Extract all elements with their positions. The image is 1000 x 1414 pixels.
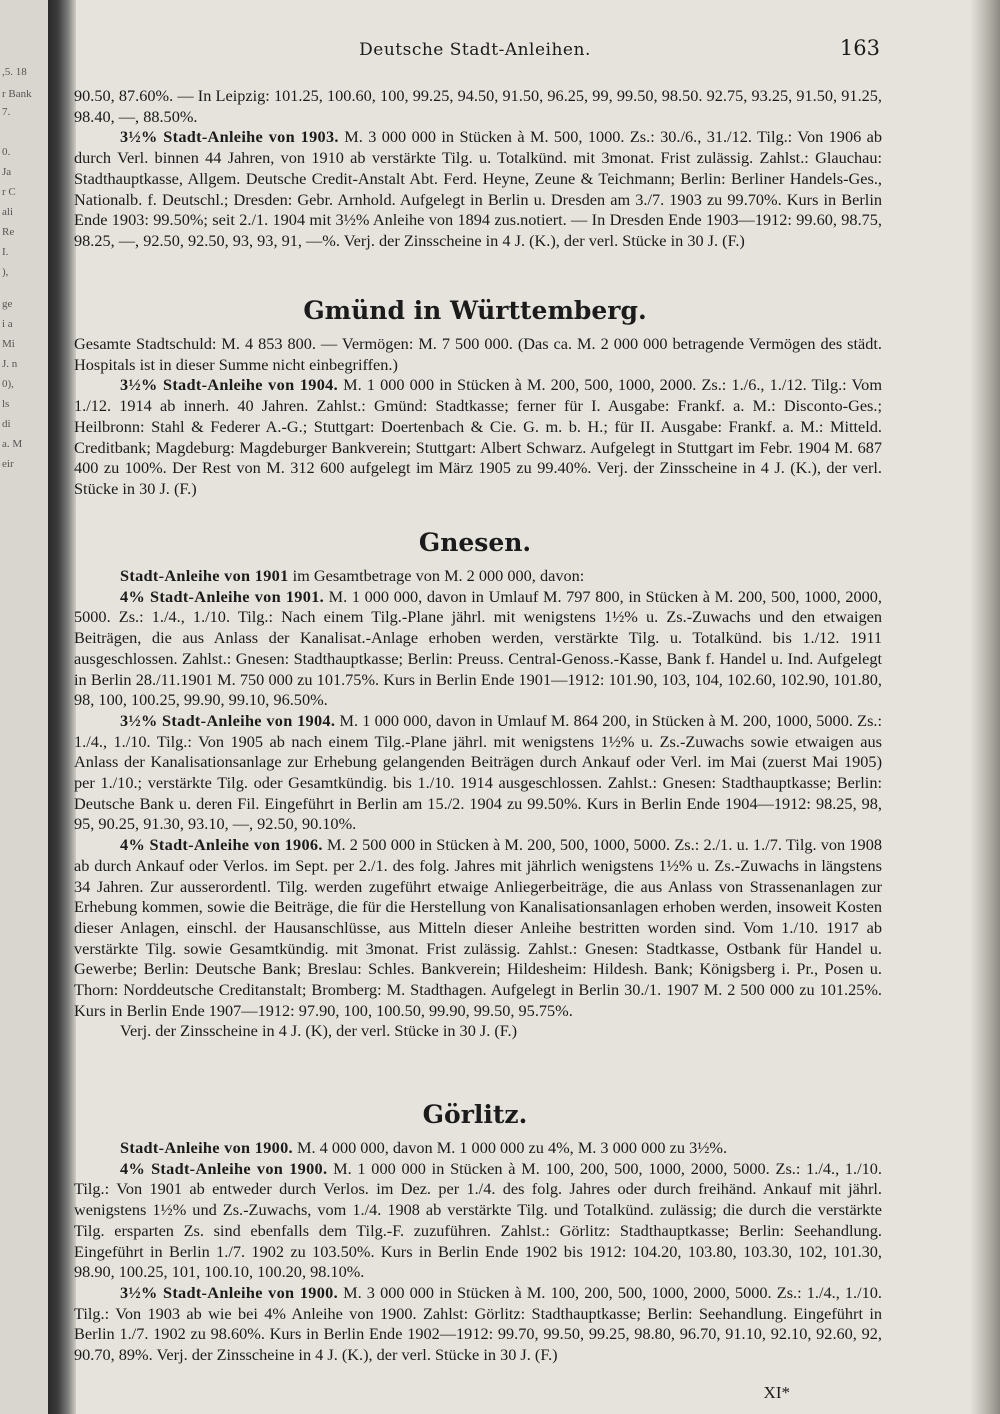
bond-text: M. 1 000 000 in Stücken à M. 200, 500, 1000, 2000. Zs.: 1./6., 1./12. Tilg.: Vom 1./12. 1914 ab innerh. 40 Jahren. Zahlst.: Gmünd: Stadtkasse; ferner für I. Ausgabe: Frankf. a. M.: Disconto-Ges.; Heilbronn: Stahl & Federer A.-G.; Stuttgart: Doertenbach & Cie. G. m. b. H.; für II. Ausgabe: Frankf. a. M.: Mitteld. Creditbank; Magdeburg: Magdeburger Bankverein; Stuttgart: Albert Schwarz. Aufgelegt in Stuttgart im Febr. 1904 M. 687 400 zu 100%. Der Rest von M. 312 600 aufgelegt im März 1905 zu 99.40%. Verj. der Zinsscheine in 4 J. (K.), der verl. Stücke in 30 J. (F.) bbox=[74, 375, 882, 498]
bond-lead: Stadt-Anleihe von 1900. bbox=[120, 1138, 293, 1157]
gmuend-section bbox=[60, 296, 890, 500]
bond-text: M. 1 000 000, davon in Umlauf M. 797 800, in Stücken à M. 200, 500, 1000, 2000, 5000. Zs.: 1./4., 1./10. Tilg.: Nach einem Tilg.-Plane jährl. mit wenigstens 1½% u. Zs.-Zuwachs und den etwaigen Beiträgen, die aus Anlass der Kanalisat.-Anlage erhoben werden, verstärkte Tilg. u. Totalkünd. bis 1./12. 1911 ausgeschlossen. Zahlst.: Gnesen: Stadthauptkasse; Berlin: Preuss. Central-Genoss.-Kasse, Bank f. Handel u. Ind. Aufgelegt in Berlin 28./11.1901 M. 750 000 zu 101.75%. Kurs in Berlin Ende 1901—1912: 101.90, 103, 104, 102.60, 102.90, 101.80, 98, 100, 100.25, 99.90, 99.10, 96.50%. bbox=[74, 586, 882, 710]
bond-text: im Gesamtbetrage von M. 2 000 000, davon: bbox=[292, 566, 585, 585]
bond-lead: 4% Stadt-Anleihe von 1906. bbox=[120, 835, 323, 855]
bond-lead: 4% Stadt-Anleihe von 1900. bbox=[120, 1158, 328, 1178]
gnesen-section bbox=[60, 528, 890, 1042]
bond-paragraph bbox=[60, 1159, 890, 1283]
margin-fragment: 7. bbox=[2, 106, 11, 118]
margin-fragment: r C bbox=[2, 186, 16, 198]
margin-fragment: a. M bbox=[2, 438, 23, 450]
page-number: 163 bbox=[839, 36, 880, 60]
margin-fragment: J. n bbox=[2, 358, 18, 370]
running-head bbox=[60, 36, 890, 64]
page-edge-shadow bbox=[970, 0, 1000, 1414]
bond-paragraph bbox=[60, 127, 890, 251]
bond-text: M. 1 000 000, davon in Umlauf M. 864 200, in Stücken à M. 200, 1000, 5000. Zs.: 1./4., 1./10. Tilg.: Von 1905 ab nach einem Tilg.-Plane jährl. mit wenigstens 1½% u. Zs.-Zuwachs sowie etwaigen aus Anlass der Kanalisationsanlage zur Erhebung gelangenden Beiträgen durch Ankauf oder Verl. im Mai (zuerst Mai 1905) per 1./10.; verstärkte Tilg. oder Gesamtkündig. bis 1./10. 1914 ausgeschlossen. Zahlst.: Gnesen: Stadthauptkasse; Berlin: Deutsche Bank u. deren Fil. Eingeführt in Berlin am 15./2. 1904 zu 99.50%. Kurs in Berlin Ende 1904—1912: 98.25, 98, 95, 90.25, 91.30, 93.10, —, 92.50, 90.10%. bbox=[74, 710, 883, 834]
bond-lead: 3½% Stadt-Anleihe von 1900. bbox=[120, 1282, 338, 1302]
margin-fragment: ge bbox=[2, 298, 13, 310]
section-heading: Gnesen. bbox=[418, 528, 532, 557]
section-heading: Görlitz. bbox=[422, 1100, 528, 1129]
margin-fragment: 0. bbox=[2, 146, 11, 158]
closing-line: Verj. der Zinsscheine in 4 J. (K), der verl. Stücke in 30 J. (F.) bbox=[120, 1021, 518, 1041]
margin-fragment: Ja bbox=[2, 166, 12, 178]
signature-mark: XI* bbox=[763, 1383, 790, 1402]
margin-fragment: i a bbox=[2, 318, 13, 330]
continuation-section bbox=[60, 86, 890, 252]
margin-fragment: ls bbox=[2, 398, 10, 410]
intro-paragraph bbox=[60, 1138, 890, 1159]
intro-paragraph bbox=[60, 566, 890, 587]
bond-lead: 4% Stadt-Anleihe von 1901. bbox=[120, 586, 325, 606]
margin-fragment: ,5. 18 bbox=[2, 66, 27, 78]
bond-paragraph bbox=[60, 375, 890, 499]
bond-lead: 3½% Stadt-Anleihe von 1903. bbox=[120, 127, 339, 147]
continuation-paragraph: 90.50, 87.60%. — In Leipzig: 101.25, 100.60, 100, 99.25, 94.50, 91.50, 96.25, 99, 99.50, 98.50. 92.75, 93.25, 91.50, 91.25, 98.40, —, 88.50%. bbox=[74, 86, 882, 126]
margin-fragment: Mi bbox=[2, 338, 15, 350]
bond-paragraph bbox=[60, 711, 890, 835]
margin-fragment: Re bbox=[2, 226, 15, 238]
bond-lead: 3½% Stadt-Anleihe von 1904. bbox=[120, 710, 336, 730]
bond-text: M. 1 000 000 in Stücken à M. 100, 200, 500, 1000, 2000, 5000. Zs.: 1./4., 1./10. Tilg.: Von 1901 ab entweder durch Verlos. im Dez. per 1./4. des folg. Jahres oder durch freihänd. Ankauf mit jährl. wenigstens 1½% und Zs.-Zuwachs, vom 1./4. 1908 ab verstärkte Tilg. und Totalkünd. zulässig; die durch die verstärkte Tilg. ersparten Zs. sind ebenfalls dem Tilg.-F. zuzuführen. Zahlst.: Görlitz: Stadthauptkasse; Berlin: Seehandlung. Eingeführt in Berlin 1./7. 1902 zu 103.50%. Kurs in Berlin Ende 1902 bis 1912: 104.20, 103.80, 103.30, 102, 101.30, 98.90, 100.25, 101, 100.10, 100.20, 98.10%. bbox=[74, 1158, 882, 1282]
running-title: Deutsche Stadt-Anleihen. bbox=[359, 40, 591, 60]
bond-text: M. 2 500 000 in Stücken à M. 200, 500, 1000, 5000. Zs.: 2./1. u. 1./7. Tilg. von 1908 ab durch Ankauf oder Verlos. im Sept. per 2./1. des folg. Jahres mit jährlich wenigstens 1½% u. Zs.-Zuwachs in längstens 34 Jahren. Zur ausserordentl. Tilg. werden zugeführt etwaige Anliegerbeiträge, die aus Anlass von Strassenanlagen zur Erhebung kommen, sowie die Beiträge, die für die Herstellung von Kanalisationsanlagen erhoben werden, insoweit Kosten dieser Anlagen, einschl. der Hausanschlüsse, aus Mitteln dieser Anleihe bestritten worden sind. Vom 1./10. 1917 ab verstärkte Tilg. sowie Gesamtkündig. mit 3monat. Frist zulässig. Zahlst.: Gnesen: Stadtkasse, Ostbank für Handel u. Gewerbe; Berlin: Deutsche Bank; Breslau: Schles. Bankverein; Hildesheim: Hildesh. Bank; Königsberg i. Pr., Posen u. Thorn: Norddeutsche Creditanstalt; Bromberg: M. Stadthagen. Aufgelegt in Berlin 30./1. 1907 M. 2 500 000 zu 101.25%. Kurs in Berlin Ende 1907—1912: 97.90, 100, 100.50, 99.90, 99.50, 95.75%. bbox=[74, 835, 882, 1020]
left-margin-strip bbox=[0, 0, 48, 1414]
goerlitz-section bbox=[60, 1100, 890, 1366]
bond-text: M. 3 000 000 in Stücken à M. 500, 1000. Zs.: 30./6., 31./12. Tilg.: Von 1906 ab durch Verl. binnen 44 Jahren, von 1910 ab verstärkte Tilg. u. Totalkünd. mit 3monat. Frist zulässig. Zahlst.: Glauchau: Stadthauptkasse, Allgem. Deutsche Credit-Anstalt Abt. Ferd. Heyne, Zeune & Teichmann; Berlin: Berliner Handels-Ges., Nationalb. f. Deutschl.; Dresden: Gebr. Arnhold. Aufgelegt in Berlin u. Dresden am 3./7. 1903 zu 99.70%. Kurs in Berlin Ende 1903: 99.50%; seit 2./1. 1904 mit 3½% Anleihe von 1894 zus.notiert. — In Dresden Ende 1903—1912: 99.60, 98.75, 98.25, —, 92.50, 92.50, 93, 93, 91, —%. Verj. der Zinsscheine in 4 J. (K.), der verl. Stücke in 30 J. (F.) bbox=[74, 127, 882, 250]
margin-fragment: r Bank bbox=[2, 88, 32, 100]
section-heading: Gmünd in Württemberg. bbox=[303, 296, 647, 325]
book-page bbox=[60, 0, 890, 1414]
intro-paragraph: Gesamte Stadtschuld: M. 4 853 800. — Vermögen: M. 7 500 000. (Das ca. M. 2 000 000 betragende Vermögen des städt. Hospitals ist in dieser Summe nicht einbegriffen.) bbox=[74, 334, 882, 374]
bond-paragraph bbox=[60, 1283, 890, 1366]
margin-fragment: 0), bbox=[2, 378, 14, 390]
margin-fragment: eir bbox=[2, 458, 14, 470]
bond-text: M. 4 000 000, davon M. 1 000 000 zu 4%, M. 3 000 000 zu 3½%. bbox=[296, 1138, 728, 1157]
bond-lead: 3½% Stadt-Anleihe von 1904. bbox=[120, 375, 338, 395]
bond-paragraph bbox=[60, 835, 890, 1021]
margin-fragment: ali bbox=[2, 206, 13, 218]
bond-text: M. 3 000 000 in Stücken à M. 100, 200, 500, 1000, 2000, 5000. Zs.: 1./4., 1./10. Tilg.: Von 1903 ab wie bei 4% Anleihe von 1900. Zahlst: Görlitz: Stadthauptkasse; Berlin: Seehandlung. Eingeführt in Berlin 1./7. 1902 zu 98.60%. Kurs in Berlin Ende 1902—1912: 99.70, 99.50, 99.25, 98.80, 96.70, 91.10, 92.10, 92.60, 92, 90.70, 89%. Verj. der Zinsscheine in 4 J. (K.), der verl. Stücke in 30 J. (F.) bbox=[74, 1282, 882, 1365]
bond-paragraph bbox=[60, 587, 890, 711]
margin-fragment: ), bbox=[2, 266, 9, 278]
margin-fragment: di bbox=[2, 418, 11, 430]
margin-fragment: I. bbox=[2, 246, 9, 258]
bond-lead: Stadt-Anleihe von 1901 bbox=[120, 566, 289, 585]
